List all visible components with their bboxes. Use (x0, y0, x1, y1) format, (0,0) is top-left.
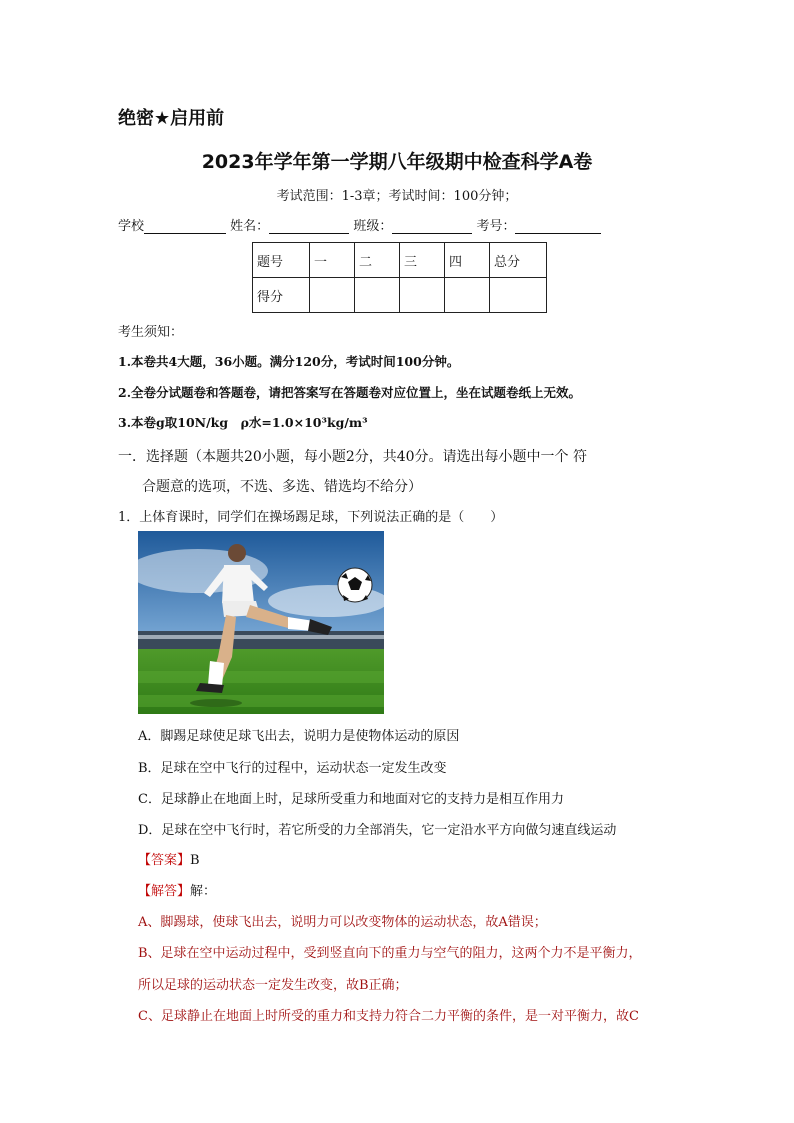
table-cell: 一 (310, 243, 355, 278)
school-field[interactable] (144, 219, 226, 234)
option-c: C．足球静止在地面上时，足球所受重力和地面对它的支持力是相互作用力 (138, 792, 564, 807)
analysis-line: A、脚踢球，使球飞出去，说明力可以改变物体的运动状态，故A错误； (138, 915, 547, 930)
name-field[interactable] (269, 219, 349, 234)
option-d: D．足球在空中飞行时，若它所受的力全部消失，它一定沿水平方向做匀速直线运动 (138, 823, 617, 838)
score-cell[interactable] (400, 278, 445, 313)
score-table-header-row (253, 243, 547, 278)
analysis-line: 所以足球的运动状态一定发生改变，故B正确； (138, 978, 408, 993)
score-cell[interactable] (310, 278, 355, 313)
soccer-player-image (138, 531, 384, 714)
score-cell[interactable] (445, 278, 490, 313)
notice-rule: 2.全卷分试题卷和答题卷，请把答案写在答题卷对应位置上，坐在试题卷纸上无效。 (118, 385, 582, 400)
table-cell: 总分 (490, 243, 547, 278)
question-stem: 1．上体育课时，同学们在操场踢足球，下列说法正确的是（ ） (118, 510, 504, 525)
answer-line (138, 849, 200, 868)
score-table (252, 242, 547, 313)
confidential-label: 绝密★启用前 (118, 108, 225, 129)
table-cell: 四 (445, 243, 490, 278)
name-label: 姓名： (230, 219, 270, 234)
table-cell: 得分 (253, 278, 310, 313)
notice-title: 考生须知： (118, 325, 184, 340)
analysis-line: C、足球静止在地面上时所受的重力和支持力符合二力平衡的条件，是一对平衡力，故C (138, 1009, 639, 1024)
score-cell[interactable] (490, 278, 547, 313)
section-heading (118, 442, 678, 502)
class-field[interactable] (392, 219, 472, 234)
score-cell[interactable] (355, 278, 400, 313)
option-a: A．脚踢足球使足球飞出去，说明力是使物体运动的原因 (138, 729, 460, 744)
exam-title: 2023年学年第一学期八年级期中检查科学A卷 (201, 151, 593, 173)
analysis-label: 【解答】 (138, 884, 191, 899)
option-b: B．足球在空中飞行的过程中，运动状态一定发生改变 (138, 761, 447, 776)
section-heading-line: 合题意的选项，不选、多选、错选均不给分） (142, 479, 422, 495)
table-cell: 二 (355, 243, 400, 278)
table-cell: 题号 (253, 243, 310, 278)
analysis-intro: 解： (190, 884, 217, 899)
notice-rule: 1.本卷共4大题，36小题。满分120分，考试时间100分钟。 (118, 354, 460, 369)
soccer-player-illustration (138, 531, 384, 714)
student-info-line (118, 215, 601, 234)
notice-rule: 3.本卷g取10N/kg ρ水=1.0×10³kg/m³ (118, 415, 368, 430)
class-label: 班级： (353, 219, 393, 234)
answer-value: B (190, 853, 200, 868)
answer-label: 【答案】 (138, 853, 191, 868)
analysis-line: B、足球在空中运动过程中，受到竖直向下的重力与空气的阻力，这两个力不是平衡力， (138, 946, 642, 961)
exam-scope: 考试范围：1-3章；考试时间：100分钟； (276, 189, 518, 204)
number-label: 考号： (476, 219, 516, 234)
analysis-header (138, 880, 216, 899)
score-table-score-row (253, 278, 547, 313)
school-label: 学校 (118, 219, 145, 234)
number-field[interactable] (515, 219, 601, 234)
section-heading-line: 一．选择题（本题共20小题，每小题2分，共40分。请选出每小题中一个 符 (118, 449, 587, 465)
table-cell: 三 (400, 243, 445, 278)
